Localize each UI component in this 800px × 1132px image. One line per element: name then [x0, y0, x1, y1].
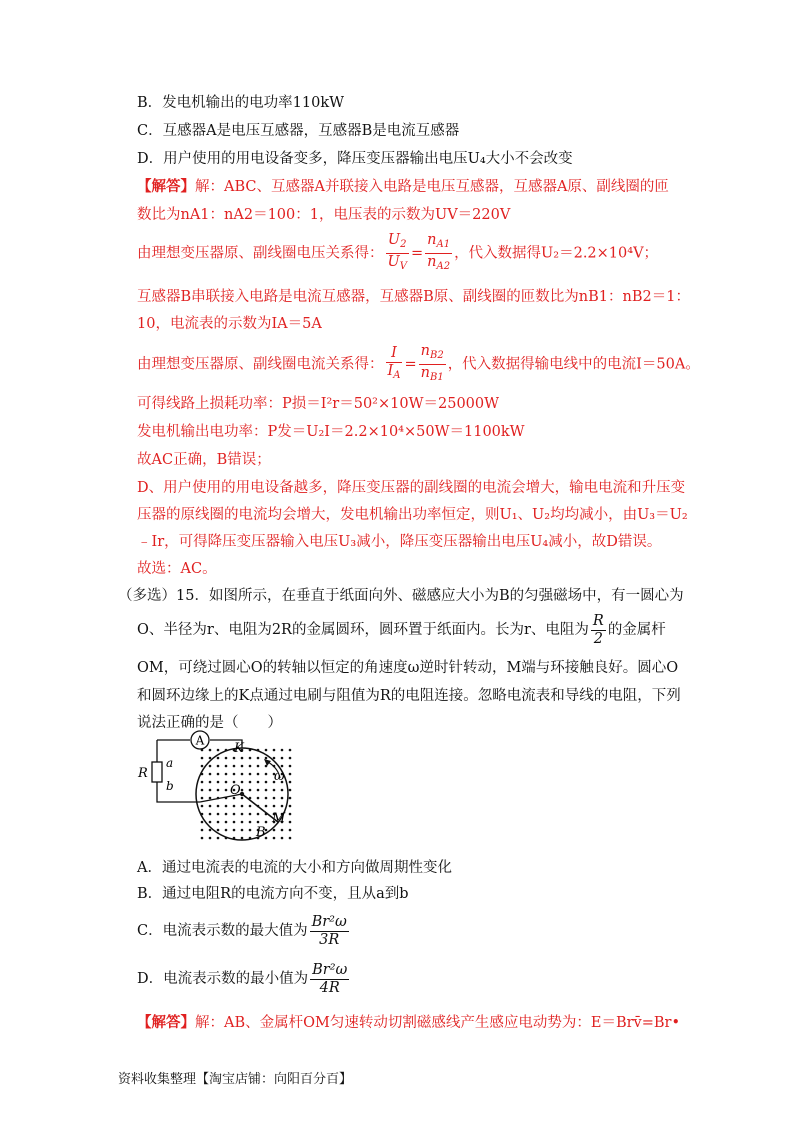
- point-k-label: K: [234, 741, 244, 756]
- field-dot: [289, 829, 292, 832]
- field-dot: [249, 789, 252, 792]
- field-dot: [217, 773, 220, 776]
- option-c: [137, 912, 351, 950]
- option-d-lead: D．电流表示数的最小值为: [137, 971, 309, 987]
- field-dot: [225, 813, 228, 816]
- question-text-2b: 的金属杆: [607, 622, 666, 638]
- resistor-label: R: [138, 766, 148, 781]
- eq2-lead: 由理想变压器原、副线圈电流关系得：: [137, 356, 384, 373]
- eq2-equals: =: [404, 356, 417, 373]
- field-dot: [241, 829, 244, 832]
- field-dot: [209, 805, 212, 808]
- answer-d-line-2: 压器的原线圈的电流均会增大，发电机输出功率恒定，则U₁、U₂均均减小，由U₃＝U₂: [137, 507, 688, 523]
- field-dot: [217, 821, 220, 824]
- field-dot: [281, 789, 284, 792]
- field-dot: [273, 805, 276, 808]
- field-label: B: [256, 825, 266, 840]
- field-dot: [217, 805, 220, 808]
- field-dot: [281, 837, 284, 840]
- answer-text: 解：ABC、互感器A并联接入电路是电压互感器，互感器A原、副线圈的匝: [195, 179, 669, 195]
- field-dot: [281, 749, 284, 752]
- omega-label: ω: [274, 769, 285, 784]
- option-c-den: 3R: [319, 931, 340, 948]
- field-dot: [281, 757, 284, 760]
- question-15-line-3: OM，可绕过圆心O的转轴以恒定的角速度ω逆时针转动，M端与环接触良好。圆心O: [137, 660, 679, 676]
- eq1-u-den: U: [387, 254, 400, 270]
- field-dot: [201, 797, 204, 800]
- eq2-n: n: [420, 343, 430, 359]
- option-d-prev: D．用户使用的用电设备变多，降压变压器输出电压U₄大小不会改变: [137, 151, 573, 167]
- field-dot: [289, 757, 292, 760]
- point-b-label: b: [166, 779, 174, 793]
- answer-2-text: 解：AB、金属杆OM匀速转动切割磁感线产生感应电动势为：E＝Brv̄=Br•: [195, 1015, 681, 1031]
- field-dot: [209, 781, 212, 784]
- field-dot: [257, 821, 260, 824]
- resistor: [152, 762, 162, 782]
- fraction-i-ia: [386, 345, 403, 384]
- field-dot: [233, 773, 236, 776]
- answer-1-line-1: [137, 177, 669, 197]
- field-dot: [273, 797, 276, 800]
- arrow-head: [264, 759, 271, 766]
- option-b-prev: B．发电机输出的电功率110kW: [137, 95, 345, 111]
- field-dot: [289, 781, 292, 784]
- current-relation: [137, 343, 700, 386]
- field-dot: [209, 773, 212, 776]
- field-dot: [241, 797, 244, 800]
- fraction-na1-na2: [425, 232, 452, 275]
- answer-1-line-2: 数比为nA1：nA2＝100：1，电压表的示数为UV＝220V: [137, 207, 511, 223]
- field-dot: [289, 821, 292, 824]
- field-dot: [201, 757, 204, 760]
- field-dot: [241, 765, 244, 768]
- field-dot: [233, 813, 236, 816]
- field-dot: [289, 797, 292, 800]
- field-dot: [249, 829, 252, 832]
- option-d-den: 4R: [319, 979, 340, 996]
- field-dot: [225, 821, 228, 824]
- field-dot: [249, 821, 252, 824]
- field-dot: [209, 749, 212, 752]
- field-dot: [209, 757, 212, 760]
- field-dot: [201, 789, 204, 792]
- question-15-line-1: [118, 586, 684, 606]
- field-dot: [225, 805, 228, 808]
- field-dot: [217, 813, 220, 816]
- field-dot: [281, 805, 284, 808]
- field-dot: [289, 813, 292, 816]
- fraction-u2-uv: [386, 232, 409, 275]
- field-dot: [249, 757, 252, 760]
- field-dot: [217, 837, 220, 840]
- option-c-lead: C．电流表示数的最大值为: [137, 923, 308, 939]
- field-dot: [249, 813, 252, 816]
- field-dot: [257, 781, 260, 784]
- eq2-n-den: n: [420, 365, 430, 381]
- field-dot: [217, 749, 220, 752]
- field-dot: [225, 773, 228, 776]
- eq1-u-den-sub: V: [399, 261, 407, 272]
- eq1-u-sub: 2: [400, 239, 407, 250]
- field-dot: [249, 773, 252, 776]
- field-dot: [257, 797, 260, 800]
- eq1-equals: =: [410, 245, 424, 262]
- field-dot: [265, 805, 268, 808]
- field-dot: [209, 813, 212, 816]
- field-dot: [273, 789, 276, 792]
- field-dot: [289, 837, 292, 840]
- field-dot: [241, 805, 244, 808]
- field-dot: [289, 789, 292, 792]
- option-c-prev: C．互感器A是电压互感器，互感器B是电流互感器: [137, 123, 460, 139]
- field-dot: [257, 773, 260, 776]
- field-dot: [233, 829, 236, 832]
- generator-output: 发电机输出电功率：P发＝U₂I＝2.2×10⁴×50W＝1100kW: [137, 424, 525, 440]
- voltage-relation: [137, 232, 658, 275]
- option-d-fraction: [310, 962, 349, 997]
- answer-b-line-1: 互感器B串联接入电路是电流互感器，互感器B原、副线圈的匝数比为nB1：nB2＝1：: [137, 289, 690, 305]
- power-loss: 可得线路上损耗功率：P损＝I²r＝50²×10W＝25000W: [137, 396, 500, 412]
- field-dot: [257, 757, 260, 760]
- answer-b-line-2: 10，电流表的示数为IA＝5A: [137, 316, 322, 332]
- eq2-tail: ，代入数据得输电线中的电流I＝50A。: [447, 356, 700, 373]
- field-dot: [257, 765, 260, 768]
- field-dot: [201, 837, 204, 840]
- conclusion-ac: 故AC正确，B错误；: [137, 452, 271, 468]
- field-dot: [265, 781, 268, 784]
- field-dot: [265, 749, 268, 752]
- field-dot: [281, 765, 284, 768]
- field-dot: [217, 789, 220, 792]
- point-m-label: M: [272, 811, 286, 826]
- field-dot: [217, 829, 220, 832]
- field-dot: [241, 813, 244, 816]
- field-dot: [257, 789, 260, 792]
- circuit-figure: [130, 728, 310, 848]
- field-dot: [281, 797, 284, 800]
- field-dot: [249, 781, 252, 784]
- field-dot: [209, 797, 212, 800]
- footer: 资料收集整理【淘宝店铺：向阳百分百】: [118, 1072, 353, 1087]
- fraction-nb2-nb1: [419, 343, 446, 386]
- option-d: [137, 960, 351, 998]
- field-dot: [273, 829, 276, 832]
- field-dot: [241, 757, 244, 760]
- field-dot: [201, 765, 204, 768]
- field-dot: [281, 829, 284, 832]
- field-dot: [265, 797, 268, 800]
- eq2-i-den: I: [387, 363, 394, 379]
- field-dot: [241, 781, 244, 784]
- center-label: O: [230, 783, 241, 798]
- field-dot: [225, 757, 228, 760]
- field-dot: [233, 765, 236, 768]
- field-dot: [289, 805, 292, 808]
- field-dot: [249, 805, 252, 808]
- eq1-n: n: [427, 232, 437, 248]
- field-dot: [289, 749, 292, 752]
- frac-num: R: [592, 612, 604, 629]
- eq2-n-sub: B2: [429, 350, 444, 361]
- field-dot: [201, 781, 204, 784]
- eq1-lead: 由理想变压器原、副线圈电压关系得：: [137, 245, 384, 262]
- field-dot: [249, 765, 252, 768]
- field-dot: [257, 813, 260, 816]
- field-dot: [241, 773, 244, 776]
- field-dot: [225, 765, 228, 768]
- field-dot: [273, 749, 276, 752]
- field-dot: [209, 789, 212, 792]
- point-a-label: a: [166, 756, 174, 770]
- field-dot: [273, 757, 276, 760]
- field-dot: [217, 781, 220, 784]
- field-dot: [233, 821, 236, 824]
- field-dot: [273, 837, 276, 840]
- field-dot: [265, 757, 268, 760]
- field-dot: [265, 773, 268, 776]
- option-a: A．通过电流表的电流的大小和方向做周期性变化: [137, 860, 452, 876]
- option-d-num: Br²ω: [312, 961, 348, 978]
- field-dot: [241, 821, 244, 824]
- ammeter-label: A: [195, 733, 205, 748]
- answer-2-label: 【解答】: [137, 1014, 195, 1031]
- field-dot: [289, 773, 292, 776]
- eq2-i-den-sub: A: [393, 370, 401, 381]
- question-text-2a: O、半径为r、电阻为2R的金属圆环，圆环置于纸面内。长为r、电阻为: [137, 622, 589, 638]
- question-15-line-5: 说法正确的是（ ）: [137, 715, 282, 731]
- frac-den: 2: [593, 630, 603, 647]
- question-15-line-4: 和圆环边缘上的K点通过电刷与阻值为R的电阻连接。忽略电流表和导线的电阻，下列: [137, 688, 681, 704]
- field-dot: [225, 789, 228, 792]
- field-dot: [201, 821, 204, 824]
- option-c-fraction: [310, 914, 349, 949]
- field-dot: [289, 765, 292, 768]
- field-dot: [201, 829, 204, 832]
- fraction-r-over-2: [591, 613, 606, 648]
- answer-d-line-1: D、用户使用的用电设备越多，降压变压器的副线圈的电流会增大，输电电流和升压变: [137, 480, 686, 496]
- question-15-line-2: [137, 612, 666, 648]
- option-b: B．通过电阻R的电流方向不变，且从a到b: [137, 886, 409, 902]
- eq1-n-den-sub: A2: [436, 261, 451, 272]
- field-dot: [233, 757, 236, 760]
- answer-d-line-3: ﹣Ir，可得降压变压器输入电压U₃减小，降压变压器输出电压U₄减小，故D错误。: [137, 534, 662, 550]
- eq2-n-den-sub: B1: [429, 372, 444, 383]
- question-tag: （多选）15．: [118, 588, 209, 604]
- field-dot: [217, 765, 220, 768]
- eq1-tail: ，代入数据得U₂＝2.2×10⁴V；: [454, 245, 659, 262]
- eq1-n-sub: A1: [436, 239, 451, 250]
- final-choice: 故选：AC。: [137, 561, 217, 577]
- field-dot: [225, 781, 228, 784]
- answer-2: [137, 1013, 680, 1033]
- eq1-u: U: [387, 232, 401, 248]
- field-dot: [209, 765, 212, 768]
- field-dot: [225, 829, 228, 832]
- answer-label: 【解答】: [137, 178, 195, 195]
- field-dot: [233, 805, 236, 808]
- eq1-n-den: n: [427, 254, 437, 270]
- field-dot: [217, 757, 220, 760]
- field-dot: [241, 837, 244, 840]
- field-dot: [241, 789, 244, 792]
- field-dot: [209, 821, 212, 824]
- field-dot: [265, 789, 268, 792]
- left-wire: [157, 740, 200, 802]
- field-dot: [209, 829, 212, 832]
- field-dot: [201, 805, 204, 808]
- field-dot: [209, 837, 212, 840]
- option-c-num: Br²ω: [311, 913, 347, 930]
- question-text: 如图所示，在垂直于纸面向外、磁感应大小为B的匀强磁场中，有一圆心为: [208, 588, 684, 604]
- field-dot: [265, 821, 268, 824]
- eq2-i: I: [391, 345, 397, 361]
